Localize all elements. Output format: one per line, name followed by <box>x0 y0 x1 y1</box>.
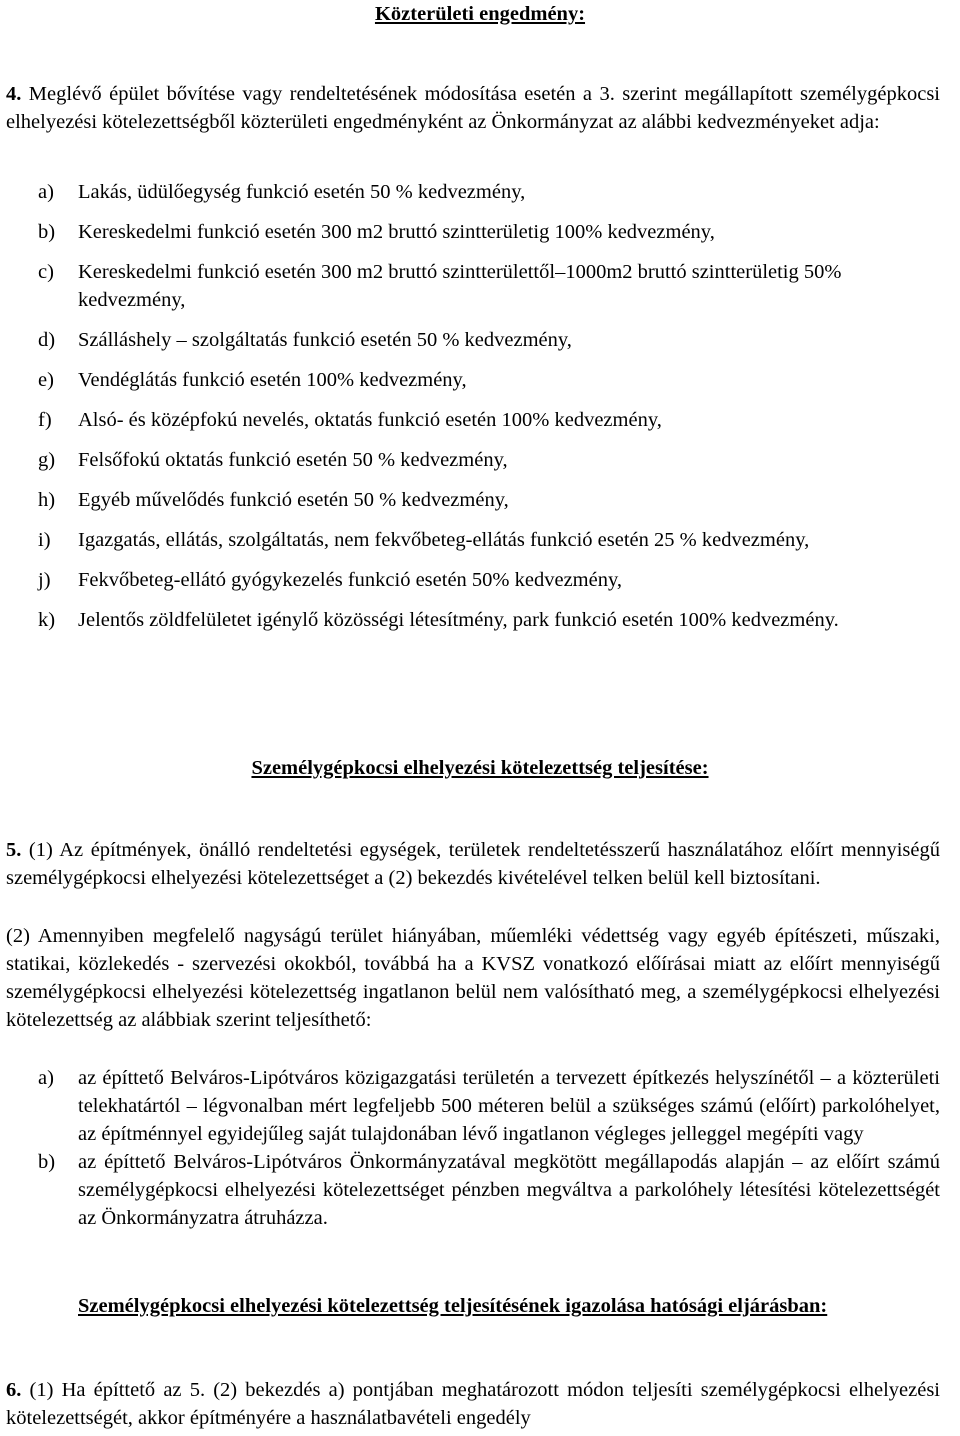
discount-list <box>38 178 940 634</box>
list-item: d) Szálláshely – szolgáltatás funkció esetén 50 % kedvezmény, <box>38 329 572 351</box>
section-number: 5. <box>6 839 22 861</box>
list-item: f) Alsó- és középfokú nevelés, oktatás funkció esetén 100% kedvezmény, <box>38 409 662 431</box>
list-item: e) Vendéglátás funkció esetén 100% kedvezmény, <box>38 369 467 391</box>
list-item: c) Kereskedelmi funkció esetén 300 m2 bruttó szintterülettől–1000m2 bruttó szintterületig 50% kedvezmény, <box>38 261 842 311</box>
paragraph-section-5-2: (2) Amennyiben megfelelő nagyságú terület hiányában, műemléki védettség vagy egyéb építészeti, műszaki, statikai, közlekedés - szervezési okokból, továbbá ha a KVSZ vonatkozó előírásai miatt az előírt mennyiségű személygépkocsi elhelyezési kötelezettség ingatlanon belül nem valósítható meg, a személygépkocsi elhelyezési kötelezettség az alábbiak szerint teljesíthető: <box>6 925 940 1031</box>
section-number: 6. <box>6 1379 22 1401</box>
section-heading-public-area: Közterületi engedmény: <box>374 3 586 25</box>
section-heading-verification: Személygépkocsi elhelyezési kötelezettség teljesítésének igazolása hatósági eljárásban: <box>78 1295 828 1317</box>
paragraph-text: Meglévő épület bővítése vagy rendeltetésének módosítása esetén a 3. szerint megállapított személygépkocsi elhelyezési kötelezettségből közterületi engedményként az Önkormányzat az alábbi kedvezményeket adja: <box>6 83 940 133</box>
list-item: h) Egyéb művelődés funkció esetén 50 % kedvezmény, <box>38 489 509 511</box>
list-item: a) Lakás, üdülőegység funkció esetén 50 % kedvezmény, <box>38 181 526 203</box>
list-item: j) Fekvőbeteg-ellátó gyógykezelés funkció esetén 50% kedvezmény, <box>38 569 623 591</box>
paragraph-section-5-1 <box>6 836 940 892</box>
section-number: 4. <box>6 83 22 105</box>
section-heading-parking-obligation: Személygépkocsi elhelyezési kötelezettség teljesítése: <box>251 757 709 779</box>
list-item: b) az építtető Belváros-Lipótváros Önkormányzatával megkötött megállapodás alapján – az előírt számú személygépkocsi elhelyezési kötelezettséget pénzben megváltva a parkolóhely létesítési kötelezettségét az Önkormányzatra átruházza. <box>38 1151 940 1229</box>
list-item: k) Jelentős zöldfelületet igénylő közösségi létesítmény, park funkció esetén 100% kedvezmény. <box>38 609 839 631</box>
paragraph-section-6 <box>6 1376 940 1432</box>
paragraph-section-4 <box>6 80 940 136</box>
list-item: i) Igazgatás, ellátás, szolgáltatás, nem fekvőbeteg-ellátás funkció esetén 25 % kedvezmény, <box>38 529 810 551</box>
list-item: a) az építtető Belváros-Lipótváros közigazgatási területén a tervezett építkezés helyszínétől – a közterületi telekhatártól – légvonalban mért legfeljebb 500 méteren belül a szükséges számú (előírt) parkolóhelyet, az építménnyel egyidejűleg saját tulajdonában lévő ingatlanon végleges jelleggel megépíti vagy <box>38 1067 940 1145</box>
list-item: b) Kereskedelmi funkció esetén 300 m2 bruttó szintterületig 100% kedvezmény, <box>38 221 715 243</box>
paragraph-text: (1) Az építmények, önálló rendeltetési egységek, területek rendeltetésszerű használatához előírt mennyiségű személygépkocsi elhelyezési kötelezettséget a (2) bekezdés kivételével telken belül kell biztosítani. <box>6 839 940 889</box>
paragraph-text: (1) Ha építtető az 5. (2) bekezdés a) pontjában meghatározott módon teljesíti személygépkocsi elhelyezési kötelezettségét, akkor építményére a használatbavételi engedély <box>6 1379 940 1429</box>
fulfilment-list <box>38 1064 940 1232</box>
list-item: g) Felsőfokú oktatás funkció esetén 50 % kedvezmény, <box>38 449 508 471</box>
